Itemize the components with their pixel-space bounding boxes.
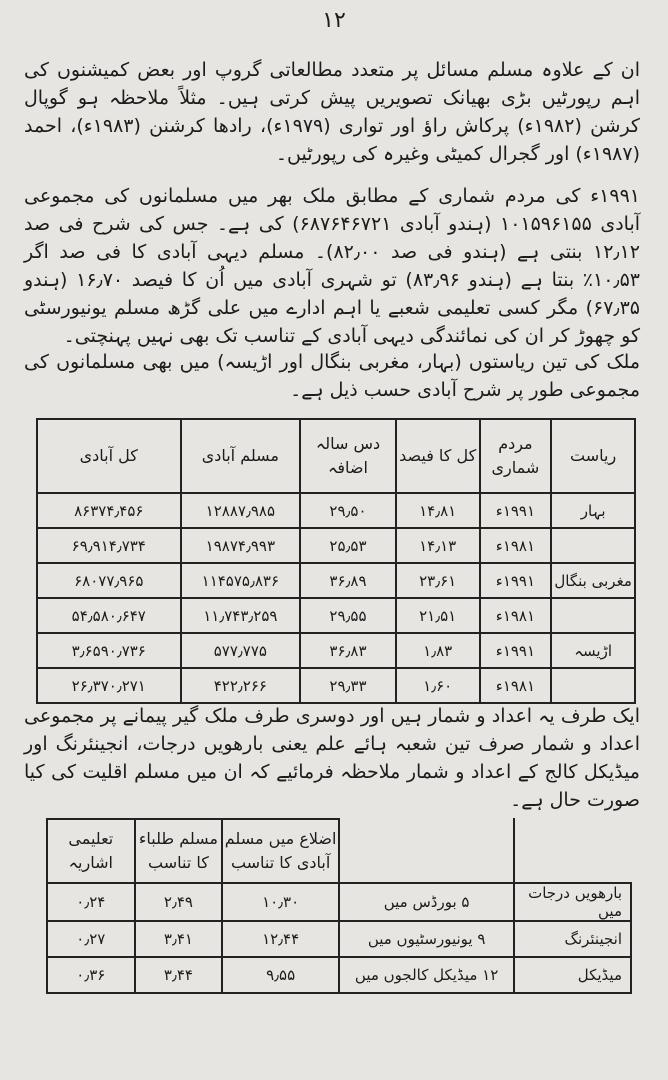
table-row xyxy=(37,563,635,598)
table-header-row xyxy=(47,819,631,883)
cell-district-ratio: ۱۰٫۳۰ xyxy=(222,883,339,921)
cell-growth: ۲۵٫۵۳ xyxy=(300,528,396,563)
cell-percent: ۱٫۸۳ xyxy=(396,633,480,668)
cell-state: بہار xyxy=(551,493,635,528)
cell-field: انجینئرنگ xyxy=(514,921,631,957)
cell-census: ۱۹۸۱ء xyxy=(480,598,552,633)
cell-census: ۱۹۹۱ء xyxy=(480,563,552,598)
cell-institution: ۵ بورڈس میں xyxy=(339,883,514,921)
cell-education-index: ۰٫۲۴ xyxy=(47,883,135,921)
header-district-ratio: اضلاع میں مسلم آبادی کا تناسب xyxy=(222,819,339,883)
paragraph-education-fields: ایک طرف یہ اعداد و شمار ہیں اور دوسری طرف ملک گیر پیمانے پر مجموعی اعداد و شمار صرف تین شعبہ ہائے علم یعنی بارھویں درجات، انجینئرنگ اور میڈیکل کالج کے اعداد و شمار ملاحظہ فرمائیے کہ ان میں مسلم اقلیت کی کیا صورت حال ہے۔ xyxy=(24,705,640,811)
cell-state xyxy=(551,668,635,703)
header-muslim-population: مسلم آبادی xyxy=(181,419,301,493)
paragraph-three-states: ملک کی تین ریاستوں (بہار، مغربی بنگال اور اڑیسہ) میں بھی مسلمانوں کی مجموعی طور پر شرح آبادی حسب ذیل ہے۔ xyxy=(24,351,640,401)
cell-growth: ۲۹٫۵۰ xyxy=(300,493,396,528)
cell-muslim-population: ۵۷۷٫۷۷۵ xyxy=(181,633,301,668)
table-row xyxy=(37,528,635,563)
page-number: ۱۲ xyxy=(322,8,346,33)
table-header-row xyxy=(37,419,635,493)
cell-census: ۱۹۸۱ء xyxy=(480,528,552,563)
cell-muslim-population: ۱۹۸۷۴٫۹۹۳ xyxy=(181,528,301,563)
cell-growth: ۲۹٫۳۳ xyxy=(300,668,396,703)
table-row xyxy=(47,921,631,957)
table-row xyxy=(37,493,635,528)
header-student-ratio: مسلم طلباء کا تناسب xyxy=(135,819,223,883)
header-education-index: تعلیمی اشاریہ xyxy=(47,819,135,883)
header-percent: کل کا فیصد xyxy=(396,419,480,493)
cell-student-ratio: ۲٫۴۹ xyxy=(135,883,223,921)
cell-percent: ۱۴٫۱۳ xyxy=(396,528,480,563)
cell-census: ۱۹۹۱ء xyxy=(480,493,552,528)
cell-muslim-population: ۱۲۸۸۷٫۹۸۵ xyxy=(181,493,301,528)
header-institution xyxy=(339,819,514,883)
cell-growth: ۳۶٫۸۳ xyxy=(300,633,396,668)
cell-field: میڈیکل xyxy=(514,957,631,993)
cell-total-population: ۸۶۳۷۴٫۴۵۶ xyxy=(37,493,181,528)
cell-state xyxy=(551,598,635,633)
table-row xyxy=(37,598,635,633)
cell-total-population: ۶۹٫۹۱۴٫۷۳۴ xyxy=(37,528,181,563)
cell-institution: ۹ یونیورسٹیوں میں xyxy=(339,921,514,957)
cell-field: بارھویں درجات میں xyxy=(514,883,631,921)
cell-growth: ۳۶٫۸۹ xyxy=(300,563,396,598)
cell-district-ratio: ۱۲٫۴۴ xyxy=(222,921,339,957)
cell-percent: ۲۱٫۵۱ xyxy=(396,598,480,633)
table-row xyxy=(37,633,635,668)
cell-percent: ۲۳٫۶۱ xyxy=(396,563,480,598)
cell-total-population: ۵۴٫۵۸۰٫۶۴۷ xyxy=(37,598,181,633)
cell-muslim-population: ۱۱٫۷۴۳٫۲۵۹ xyxy=(181,598,301,633)
cell-muslim-population: ۴۲۲٫۲۶۶ xyxy=(181,668,301,703)
cell-education-index: ۰٫۳۶ xyxy=(47,957,135,993)
state-population-table xyxy=(36,418,636,704)
cell-state: اڑیسہ xyxy=(551,633,635,668)
cell-student-ratio: ۳٫۴۱ xyxy=(135,921,223,957)
education-ratio-table xyxy=(46,818,632,994)
cell-census: ۱۹۸۱ء xyxy=(480,668,552,703)
table-row xyxy=(47,957,631,993)
paragraph-census-1991: ۱۹۹۱ء کی مردم شماری کے مطابق ملک بھر میں مسلمانوں کی مجموعی آبادی ۱۰۱۵۹۶۱۵۵ (ہندو آبادی ۶۸۷۶۴۶۷۲۱) کی ہے۔ جس کی شرح فی صد ۱۲٫۱۲ بنتی ہے (ہندو فی صد ۸۲٫۰۰)۔ مسلم دیہی آبادی کا فی صد اگر ۱۰٫۵۳٪ بنتا ہے (ہندو ۸۳٫۹۶) تو شہری آبادی میں اُن کا فیصد ۱۶٫۷۰ (ہندو ۶۷٫۳۵) مگر کسی تعلیمی شعبے یا اہم ادارے میں علی گڑھ مسلم یونیورسٹی کو چھوڑ کر ان کی نمائندگی دیہی آبادی کے تناسب تک بھی نہیں پہنچتی۔ xyxy=(24,185,641,347)
header-state: ریاست xyxy=(551,419,635,493)
cell-education-index: ۰٫۲۷ xyxy=(47,921,135,957)
cell-institution: ۱۲ میڈیکل کالجوں میں xyxy=(339,957,514,993)
header-growth: دس سالہ اضافہ xyxy=(300,419,396,493)
cell-percent: ۱٫۶۰ xyxy=(396,668,480,703)
cell-student-ratio: ۳٫۴۴ xyxy=(135,957,223,993)
cell-state: مغربی بنگال xyxy=(551,563,635,598)
paragraph-commissions: ان کے علاوہ مسلم مسائل پر متعدد مطالعاتی گروپ اور بعض کمیشنوں کی اہم رپورٹیں بڑی بھیانک تصویریں پیش کرتی ہیں۔ مثلاً ملاحظہ ہو گوپال کرشن (۱۹۸۲ء) پرکاش راؤ اور تواری (۱۹۷۹ء)، رادھا کرشنن (۱۹۸۳ء)، احمد (۱۹۸۷ء) اور گجرال کمیٹی وغیرہ کی رپورٹیں۔ xyxy=(24,59,640,165)
cell-growth: ۲۹٫۵۵ xyxy=(300,598,396,633)
header-total-population: کل آبادی xyxy=(37,419,181,493)
cell-total-population: ۶۸۰۷۷٫۹۶۵ xyxy=(37,563,181,598)
header-census: مردم شماری xyxy=(480,419,552,493)
cell-total-population: ۳٫۶۵۹۰٫۷۳۶ xyxy=(37,633,181,668)
table-row xyxy=(37,668,635,703)
cell-state xyxy=(551,528,635,563)
cell-percent: ۱۴٫۸۱ xyxy=(396,493,480,528)
cell-muslim-population: ۱۱۴۵۷۵٫۸۳۶ xyxy=(181,563,301,598)
header-field xyxy=(514,819,631,883)
cell-census: ۱۹۹۱ء xyxy=(480,633,552,668)
cell-district-ratio: ۹٫۵۵ xyxy=(222,957,339,993)
cell-total-population: ۲۶٫۳۷۰٫۲۷۱ xyxy=(37,668,181,703)
table-row xyxy=(47,883,631,921)
